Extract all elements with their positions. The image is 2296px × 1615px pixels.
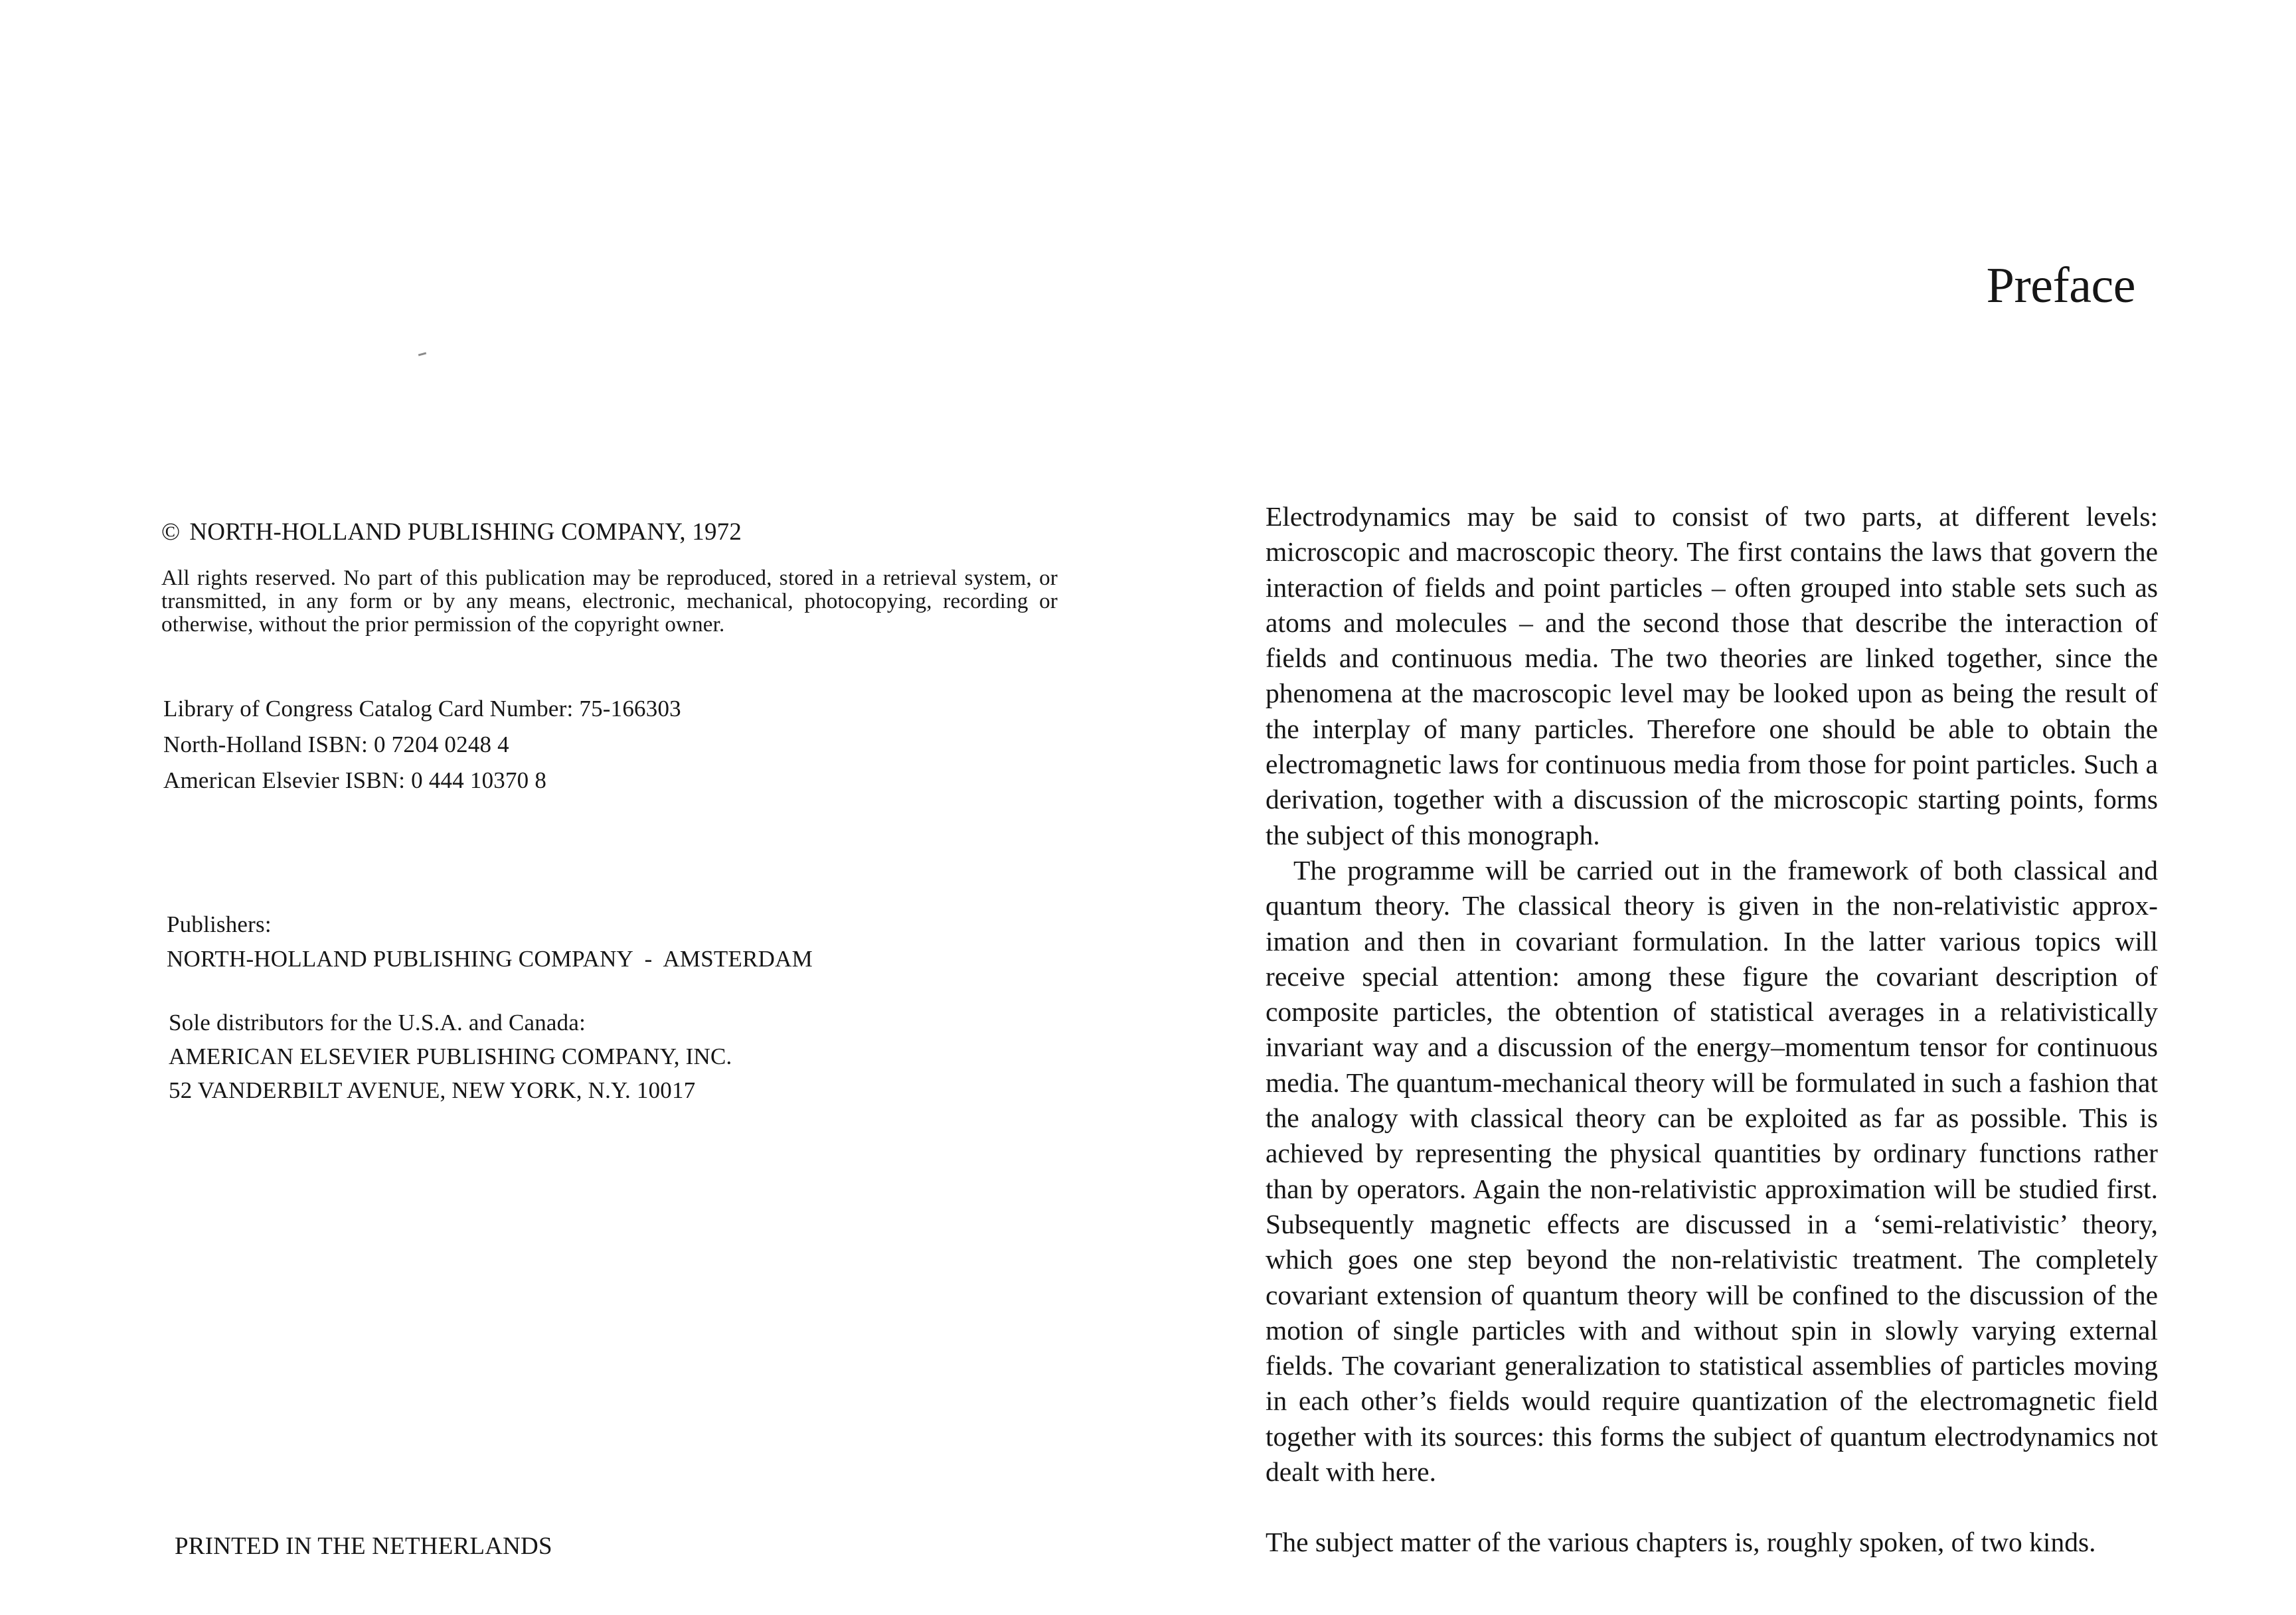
publishers-info xyxy=(167,907,813,976)
publishers-label: Publishers: xyxy=(167,911,272,937)
preface-page xyxy=(1148,0,2296,1615)
copyright-notice xyxy=(161,517,742,547)
american-elsevier-isbn: American Elsevier ISBN: 0 444 10370 8 xyxy=(163,767,547,793)
preface-body xyxy=(1266,499,2158,1561)
stray-ink-mark xyxy=(418,352,426,356)
catalog-info xyxy=(163,691,681,799)
north-holland-isbn: North-Holland ISBN: 0 7204 0248 4 xyxy=(163,731,509,757)
distributors-info xyxy=(169,1006,732,1107)
publishers-name: NORTH-HOLLAND PUBLISHING COMPANY - AMSTERDAM xyxy=(167,946,813,972)
printed-in-notice: PRINTED IN THE NETHERLANDS xyxy=(175,1533,552,1560)
distributors-name: AMERICAN ELSEVIER PUBLISHING COMPANY, INC. xyxy=(169,1043,732,1069)
preface-paragraph-2: The programme will be carried out in the framework of both classical and quantum theory. The classical theory is given in the non-relativistic approximation and then in covariant formulation. In the latter various topics will receive special attention: among these figure the covariant description of composite particles, the obtention of statistical averages in a relativistically invariant way and a discussion of the energy–momentum tensor for continuous media. The quantum-mechanical theory will be formulated in such a fashion that the analogy with classical theory can be exploited as far as possible. This is achieved by representing the physical quantities by ordinary functions rather than by operators. Again the non-relativistic approximation will be studied first. Subsequently magnetic effects are discussed in a ‘semi-relativistic’ theory, which goes one step beyond the non-relativistic treatment. The completely covariant extension of quantum theory will be confined to the discussion of the motion of single particles with and without spin in slowly varying external fields. The covariant generalization to statistical assemblies of particles moving in each other’s fields would require quantization of the electromagnetic field together with its sources: this forms the subject of quantum electrodynamics not dealt with here. xyxy=(1266,854,2158,1488)
rights-notice: All rights reserved. No part of this publication may be reproduced, stored in a retrieval system, or transmitted, in any form or by any means, electronic, mechanical, photocopying, recording or otherwise, without the prior permission of the copyright owner. xyxy=(161,566,1058,637)
preface-title: Preface xyxy=(1986,258,2135,313)
distributors-label: Sole distributors for the U.S.A. and Canada: xyxy=(169,1010,586,1036)
catalog-card-number: Library of Congress Catalog Card Number: 75-166303 xyxy=(163,696,681,722)
copyright-holder: NORTH-HOLLAND PUBLISHING COMPANY, 1972 xyxy=(189,518,742,546)
copyright-symbol: © xyxy=(161,518,181,546)
preface-paragraph-1: Electrodynamics may be said to consist of two parts, at different levels: microscopic and macroscopic theory. The first contains the laws that govern the interaction of fields and point particles – often grouped into stable sets such as atoms and molecules – and the second those that describe the interaction of fields and continuous media. The two theories are linked together, since the phenomena at the macroscopic level may be looked upon as being the result of the interplay of many particles. Therefore one should be able to obtain the electromagnetic laws for continuous media from those for point particles. Such a derivation, together with a discussion of the microscopic starting points, forms the subject of this monograph. xyxy=(1266,501,2158,850)
preface-paragraph-3: The subject matter of the various chapters is, roughly spoken, of two kinds. xyxy=(1266,1527,2096,1558)
distributors-address: 52 VANDERBILT AVENUE, NEW YORK, N.Y. 10017 xyxy=(169,1077,696,1103)
